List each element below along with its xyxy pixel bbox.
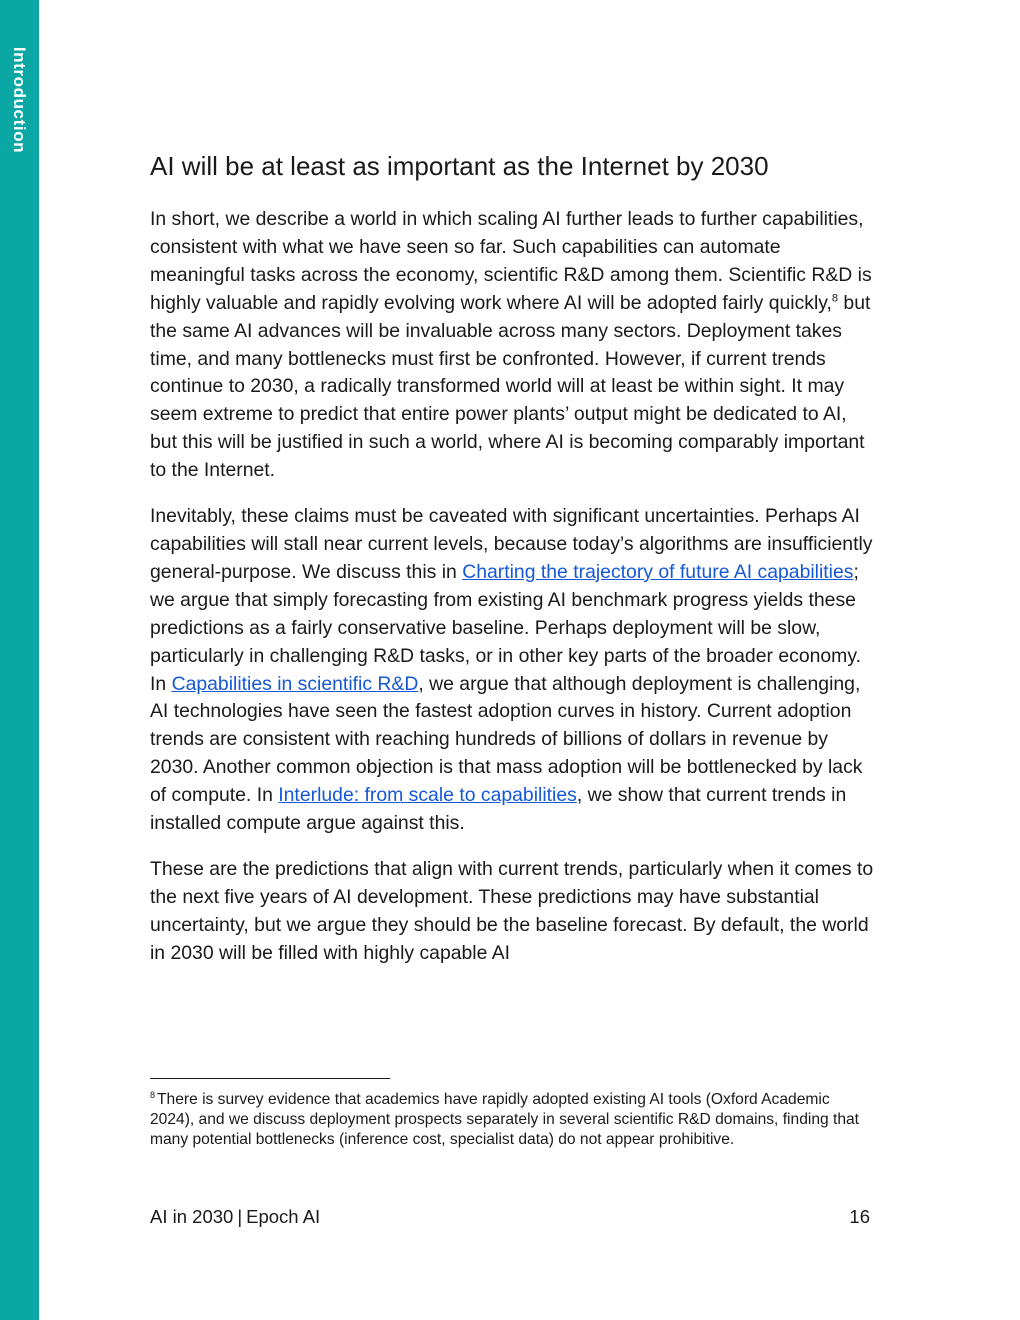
- footnote-8: [150, 1090, 874, 1150]
- footnote-divider: [150, 1078, 390, 1079]
- paragraph-2-text-a: Inevitably, these claims must be caveated with significant uncertainties. Perhaps AI capabilities will stall near current levels, because today’s algorithms are insufficiently general-purpose. We discuss this in: [150, 505, 873, 583]
- section-title: AI will be at least as important as the Internet by 2030: [150, 151, 769, 181]
- footnote-ref-8[interactable]: 8: [831, 292, 839, 305]
- page-number: 16: [849, 1206, 870, 1227]
- paragraph-1: [150, 206, 874, 485]
- footnote-text: There is survey evidence that academics have rapidly adopted existing AI tools (Oxford Academic 2024), and we discuss deployment prospects separately in several scientific R&D domains, finding that many potential bottlenecks (inference cost, specialist data) do not appear prohibitive.: [150, 1091, 860, 1148]
- paragraph-2-text-b: ; we argue that simply forecasting from existing AI benchmark progress yields these predictions as a fairly conservative baseline. Perhaps deployment will be slow, particularly in challenging R&D tasks, or in other key parts of the broader economy. In: [150, 560, 861, 695]
- main-content: [150, 148, 874, 986]
- footnote-number: 8: [150, 1089, 156, 1100]
- paragraph-3: These are the predictions that align with current trends, particularly when it comes to the next five years of AI development. These predictions may have substantial uncertainty, but we argue they should be the baseline forecast. By default, the world in 2030 will be filled with highly capable AI: [150, 857, 874, 964]
- page-footer: [150, 1204, 870, 1230]
- footer-org: Epoch AI: [246, 1206, 321, 1227]
- link-charting-trajectory[interactable]: Charting the trajectory of future AI capabilities: [462, 560, 854, 583]
- link-capabilities-scientific-rd[interactable]: Capabilities in scientific R&D: [171, 672, 419, 695]
- side-tab: [0, 0, 39, 1320]
- footer-left: [150, 1204, 320, 1230]
- paragraph-1-text-a: In short, we describe a world in which scaling AI further leads to further capabilities, consistent with what we have seen so far. Such capabilities can automate meaningful tasks across the economy, scientific R&D among them. Scientific R&D is highly valuable and rapidly evolving work where AI will be adopted fairly quickly,: [150, 208, 872, 314]
- side-tab-label: Introduction: [10, 46, 29, 154]
- paragraph-2: [150, 503, 874, 838]
- paragraph-1-text-b: but the same AI advances will be invaluable across many sectors. Deployment takes time, and many bottlenecks must first be confronted. However, if current trends continue to 2030, a radically transformed world will at least be within sight. It may seem extreme to predict that entire power plants’ output might be dedicated to AI, but this will be justified in such a world, where AI is becoming comparably important to the Internet.: [150, 291, 871, 482]
- footer-doc-title: AI in 2030: [150, 1206, 234, 1227]
- paragraph-2-text-c: , we argue that although deployment is challenging, AI technologies have seen the fastest adoption curves in history. Current adoption trends are consistent with reaching hundreds of billions of dollars in revenue by 2030. Another common objection is that mass adoption will be bottlenecked by lack of compute. In: [150, 672, 863, 807]
- footer-separator: |: [237, 1206, 243, 1227]
- paragraph-2-text-d: , we show that current trends in installed compute argue against this.: [150, 784, 847, 835]
- link-interlude-scale-capabilities[interactable]: Interlude: from scale to capabilities: [278, 784, 577, 807]
